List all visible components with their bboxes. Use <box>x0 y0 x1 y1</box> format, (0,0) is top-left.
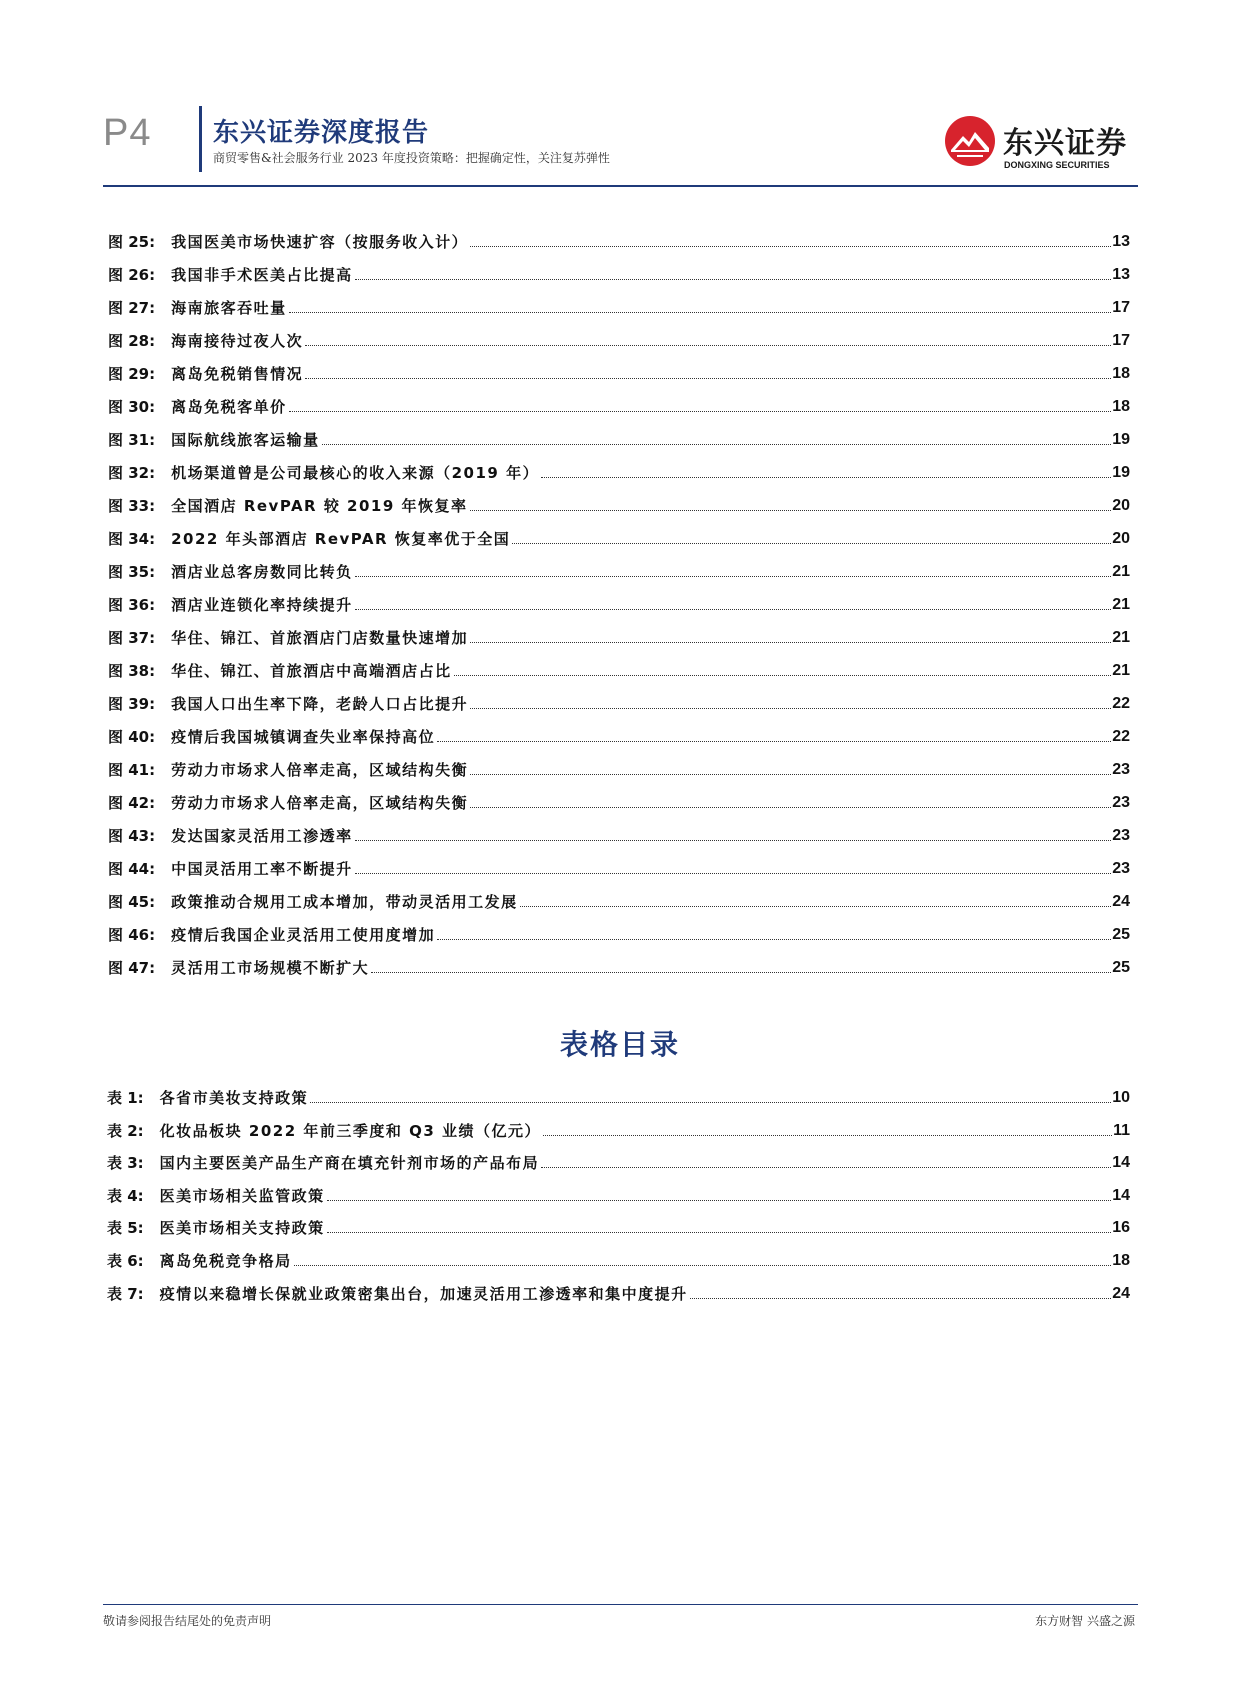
entry-title: 机场渠道曾是公司最核心的收入来源（2019 年） <box>171 464 540 482</box>
toc-entry[interactable] <box>108 957 1130 979</box>
toc-entry[interactable] <box>108 528 1130 550</box>
entry-title: 我国医美市场快速扩容（按服务收入计） <box>171 233 469 251</box>
entry-label: 图 39: <box>108 695 156 713</box>
dot-leader <box>289 312 1112 313</box>
entry-title: 各省市美妆支持政策 <box>159 1089 309 1107</box>
logo-text-en: DONGXING SECURITIES <box>1004 160 1110 170</box>
entry-title: 政策推动合规用工成本增加，带动灵活用工发展 <box>171 893 518 911</box>
dot-leader <box>322 444 1112 445</box>
toc-entry[interactable] <box>108 693 1130 715</box>
entry-label: 表 6: <box>107 1252 144 1270</box>
entry-page-number: 25 <box>1112 959 1130 976</box>
toc-entry[interactable] <box>108 297 1130 319</box>
entry-title: 国内主要医美产品生产商在填充针剂市场的产品布局 <box>159 1154 540 1173</box>
entry-label: 表 7: <box>107 1284 144 1303</box>
dot-leader <box>690 1298 1112 1299</box>
entry-label: 图 29: <box>108 365 156 383</box>
entry-label: 图 25: <box>108 233 156 251</box>
toc-entry[interactable] <box>108 396 1130 418</box>
dot-leader <box>355 576 1112 577</box>
entry-label: 图 28: <box>108 332 156 350</box>
entry-label: 图 31: <box>108 431 156 449</box>
logo-text-cn: 东兴证券 <box>1003 126 1127 161</box>
toc-entry[interactable] <box>108 825 1130 847</box>
entry-label: 表 4: <box>107 1186 144 1205</box>
dot-leader <box>310 1102 1111 1103</box>
entry-title: 全国酒店 RevPAR 较 2019 年恢复率 <box>171 497 468 515</box>
toc-entry[interactable] <box>108 891 1130 913</box>
entry-label: 图 44: <box>108 860 156 878</box>
dot-leader <box>541 477 1111 478</box>
table-toc-heading: 表格目录 <box>559 1028 680 1061</box>
entry-title: 疫情以来稳增长保就业政策密集出台，加速灵活用工渗透率和集中度提升 <box>159 1284 688 1303</box>
entry-label: 图 47: <box>108 959 156 977</box>
entry-title: 疫情后我国企业灵活用工使用度增加 <box>171 926 436 944</box>
entry-page-number: 18 <box>1112 398 1130 415</box>
dot-leader <box>327 1232 1112 1233</box>
entry-label: 图 46: <box>108 926 156 944</box>
entry-label: 表 5: <box>107 1219 144 1238</box>
toc-entry[interactable] <box>108 561 1130 583</box>
dot-leader <box>289 411 1112 412</box>
entry-page-number: 23 <box>1112 827 1130 844</box>
entry-label: 图 38: <box>108 662 156 680</box>
toc-entry[interactable] <box>108 264 1130 286</box>
dot-leader <box>437 939 1111 940</box>
entry-title: 海南接待过夜人次 <box>171 332 304 350</box>
entry-title: 医美市场相关支持政策 <box>159 1219 325 1238</box>
entry-title: 海南旅客吞吐量 <box>171 299 287 317</box>
toc-entry[interactable] <box>107 1250 1130 1272</box>
entry-title: 发达国家灵活用工渗透率 <box>171 827 353 845</box>
toc-entry[interactable] <box>107 1217 1130 1239</box>
entry-page-number: 24 <box>1112 1284 1130 1302</box>
entry-page-number: 21 <box>1112 662 1130 679</box>
entry-title: 酒店业连锁化率持续提升 <box>171 596 353 614</box>
toc-entry[interactable] <box>108 330 1130 352</box>
toc-entry[interactable] <box>107 1087 1130 1109</box>
toc-entry[interactable] <box>108 792 1130 814</box>
entry-label: 图 41: <box>108 761 156 779</box>
entry-title: 离岛免税竞争格局 <box>159 1252 292 1270</box>
entry-title: 中国灵活用工率不断提升 <box>171 860 353 878</box>
entry-page-number: 23 <box>1112 860 1130 877</box>
toc-entry[interactable] <box>108 726 1130 748</box>
entry-title: 灵活用工市场规模不断扩大 <box>171 959 370 977</box>
entry-title: 医美市场相关监管政策 <box>159 1186 325 1205</box>
dot-leader <box>371 972 1111 973</box>
entry-page-number: 20 <box>1112 530 1130 547</box>
entry-label: 图 30: <box>108 398 156 416</box>
toc-entry[interactable] <box>108 924 1130 946</box>
entry-page-number: 21 <box>1112 629 1130 646</box>
dot-leader <box>470 708 1111 709</box>
entry-label: 图 32: <box>108 464 156 482</box>
dot-leader <box>470 774 1111 775</box>
entry-title: 我国非手术医美占比提高 <box>171 266 353 284</box>
entry-title: 离岛免税客单价 <box>171 398 287 416</box>
entry-page-number: 25 <box>1112 926 1130 943</box>
toc-entry[interactable] <box>108 759 1130 781</box>
entry-page-number: 20 <box>1112 497 1130 514</box>
entry-label: 表 1: <box>107 1089 144 1107</box>
footer-rule <box>103 1604 1138 1605</box>
entry-title: 我国人口出生率下降，老龄人口占比提升 <box>171 695 469 713</box>
footer-slogan: 东方财智 兴盛之源 <box>1035 1614 1135 1628</box>
company-logo <box>943 108 1143 178</box>
entry-page-number: 10 <box>1112 1089 1130 1106</box>
toc-entry[interactable] <box>108 363 1130 385</box>
entry-title: 化妆品板块 2022 年前三季度和 Q3 业绩（亿元） <box>159 1121 541 1140</box>
dot-leader <box>454 675 1112 676</box>
entry-page-number: 17 <box>1112 299 1130 316</box>
toc-entry[interactable] <box>108 627 1130 649</box>
entry-page-number: 19 <box>1112 431 1130 448</box>
dot-leader <box>355 609 1112 610</box>
entry-page-number: 23 <box>1112 794 1130 811</box>
dot-leader <box>512 543 1111 544</box>
entry-page-number: 21 <box>1112 563 1130 580</box>
toc-entry[interactable] <box>108 660 1130 682</box>
dot-leader <box>541 1167 1111 1168</box>
dot-leader <box>437 741 1111 742</box>
entry-page-number: 22 <box>1112 728 1130 745</box>
dot-leader <box>543 1135 1112 1136</box>
entry-title: 劳动力市场求人倍率走高，区域结构失衡 <box>171 761 469 779</box>
entry-page-number: 19 <box>1112 464 1130 481</box>
page-number: P4 <box>103 112 152 154</box>
toc-entry[interactable] <box>107 1120 1130 1142</box>
entry-title: 国际航线旅客运输量 <box>171 431 320 449</box>
entry-title: 离岛免税销售情况 <box>171 365 304 383</box>
entry-title: 2022 年头部酒店 RevPAR 恢复率优于全国 <box>171 530 511 548</box>
logo-mark-icon <box>943 114 997 168</box>
dot-leader <box>470 246 1111 247</box>
entry-page-number: 17 <box>1112 332 1130 349</box>
header-divider <box>199 106 202 172</box>
entry-page-number: 22 <box>1112 695 1130 712</box>
dot-leader <box>470 807 1111 808</box>
entry-label: 图 43: <box>108 827 156 845</box>
entry-page-number: 11 <box>1113 1121 1130 1139</box>
entry-page-number: 23 <box>1112 761 1130 778</box>
dot-leader <box>355 279 1112 280</box>
entry-title: 华住、锦江、首旅酒店中高端酒店占比 <box>171 662 452 680</box>
entry-label: 图 36: <box>108 596 156 614</box>
entry-page-number: 13 <box>1112 233 1130 250</box>
entry-label: 图 35: <box>108 563 156 581</box>
dot-leader <box>294 1265 1112 1266</box>
page-header <box>103 100 1133 190</box>
dot-leader <box>520 906 1112 907</box>
entry-label: 图 34: <box>108 530 156 548</box>
entry-label: 图 40: <box>108 728 156 746</box>
dot-leader <box>355 873 1112 874</box>
entry-page-number: 24 <box>1112 893 1130 910</box>
dot-leader <box>470 642 1111 643</box>
dot-leader <box>355 840 1112 841</box>
report-title: 东兴证券深度报告 <box>213 118 430 148</box>
entry-label: 图 45: <box>108 893 156 911</box>
toc-entry[interactable] <box>108 429 1130 451</box>
entry-label: 图 42: <box>108 794 156 812</box>
entry-title: 华住、锦江、首旅酒店门店数量快速增加 <box>171 629 469 647</box>
entry-label: 表 3: <box>107 1154 144 1173</box>
dot-leader <box>305 345 1111 346</box>
header-rule <box>103 185 1138 187</box>
toc-entry[interactable] <box>108 231 1130 253</box>
entry-label: 表 2: <box>107 1121 144 1140</box>
toc-entry[interactable] <box>107 1185 1130 1207</box>
entry-page-number: 18 <box>1112 1252 1130 1269</box>
entry-page-number: 14 <box>1112 1186 1130 1204</box>
toc-entry[interactable] <box>107 1152 1130 1174</box>
entry-label: 图 37: <box>108 629 156 647</box>
entry-label: 图 27: <box>108 299 156 317</box>
dot-leader <box>305 378 1111 379</box>
toc-entry[interactable] <box>108 594 1130 616</box>
entry-title: 劳动力市场求人倍率走高，区域结构失衡 <box>171 794 469 812</box>
entry-page-number: 21 <box>1112 596 1130 613</box>
entry-title: 疫情后我国城镇调查失业率保持高位 <box>171 728 436 746</box>
entry-label: 图 33: <box>108 497 156 515</box>
toc-entry[interactable] <box>108 495 1130 517</box>
disclaimer-note: 敬请参阅报告结尾处的免责声明 <box>103 1614 272 1628</box>
entry-label: 图 26: <box>108 266 156 284</box>
toc-entry[interactable] <box>108 462 1130 484</box>
entry-page-number: 16 <box>1112 1219 1130 1237</box>
dot-leader <box>327 1200 1112 1201</box>
report-subtitle: 商贸零售&社会服务行业 2023 年度投资策略：把握确定性，关注复苏弹性 <box>213 151 610 165</box>
toc-entry[interactable] <box>108 858 1130 880</box>
entry-page-number: 14 <box>1112 1154 1130 1172</box>
entry-title: 酒店业总客房数同比转负 <box>171 563 353 581</box>
entry-page-number: 13 <box>1112 266 1130 283</box>
dot-leader <box>470 510 1112 511</box>
entry-page-number: 18 <box>1112 365 1130 382</box>
toc-entry[interactable] <box>107 1283 1130 1305</box>
